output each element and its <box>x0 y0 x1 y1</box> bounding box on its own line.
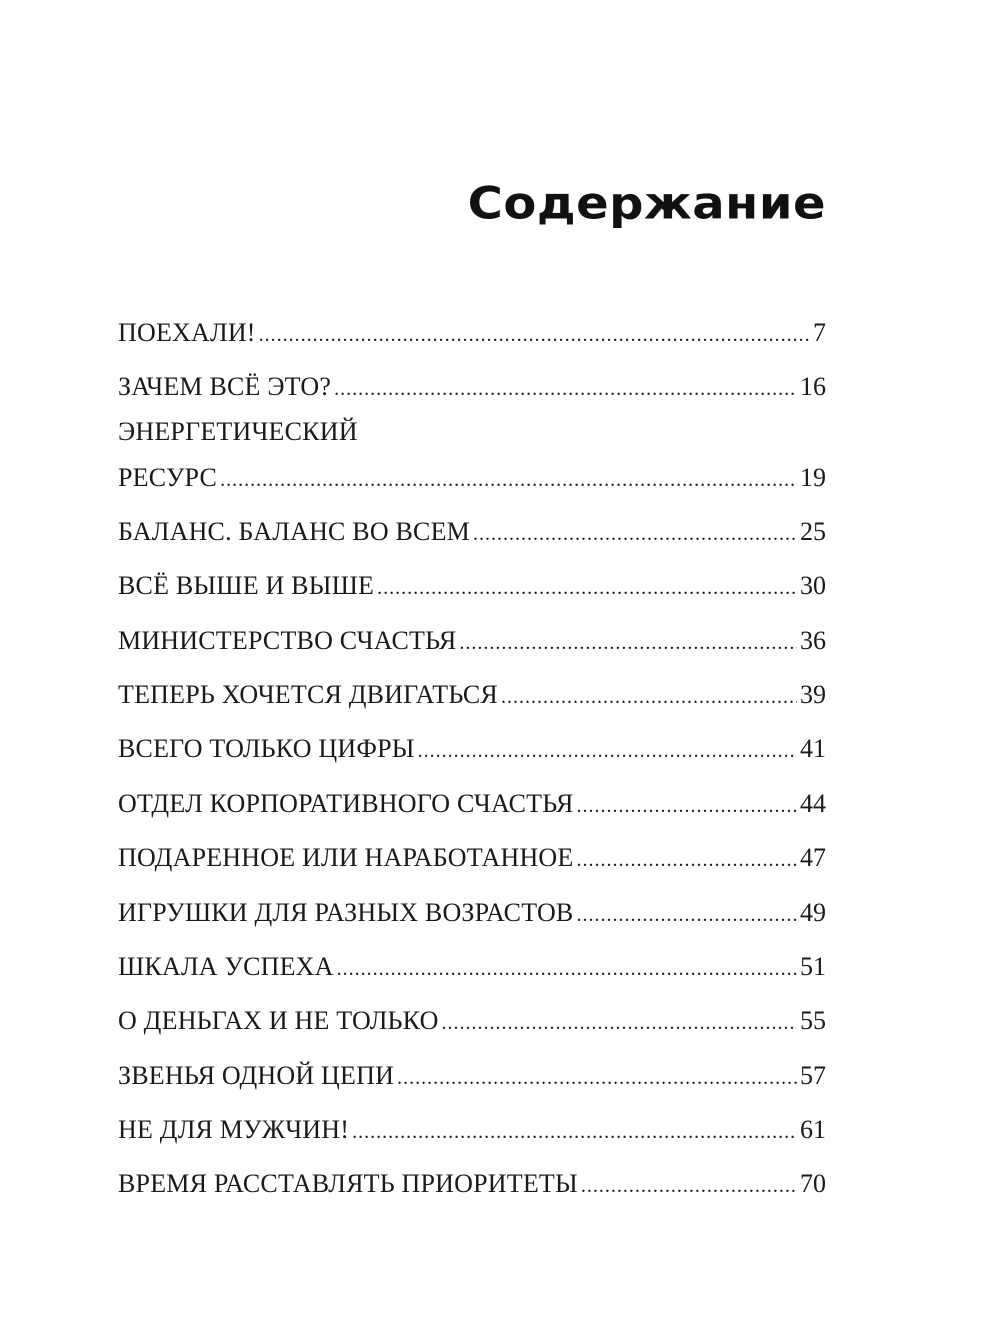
toc-entry-title: ШКАЛА УСПЕХА <box>118 951 334 981</box>
toc-entry-title: МИНИСТЕРСТВО СЧАСТЬЯ <box>118 625 457 655</box>
toc-entry-title: РЕСУРС <box>118 462 218 492</box>
toc-entry[interactable] <box>118 1115 826 1169</box>
toc-entry[interactable] <box>118 680 826 734</box>
dot-leader <box>576 904 797 927</box>
toc-entry-page: 61 <box>800 1115 826 1145</box>
dot-leader <box>581 1175 797 1198</box>
toc-entry[interactable] <box>118 1006 826 1060</box>
dot-leader <box>442 1012 797 1035</box>
toc-entry-page: 57 <box>800 1060 826 1090</box>
toc-entry[interactable] <box>118 898 826 952</box>
dot-leader <box>220 469 797 492</box>
toc-entry-title: НЕ ДЛЯ МУЖЧИН! <box>118 1115 350 1145</box>
toc-entry[interactable] <box>118 626 826 680</box>
toc-entry-title: ВРЕМЯ РАССТАВЛЯТЬ ПРИОРИТЕТЫ <box>118 1169 578 1199</box>
toc-entry[interactable] <box>118 952 826 1006</box>
table-of-contents <box>118 318 826 1224</box>
toc-entry[interactable] <box>118 734 826 788</box>
dot-leader <box>459 632 797 655</box>
toc-entry-title: ПОДАРЕННОЕ ИЛИ НАРАБОТАННОЕ <box>118 843 574 873</box>
toc-entry-page: 44 <box>800 788 826 818</box>
toc-entry-page: 49 <box>800 897 826 927</box>
toc-entry[interactable] <box>118 1169 826 1223</box>
toc-entry-page: 51 <box>800 951 826 981</box>
toc-entry-title-line1: ЭНЕРГЕТИЧЕСКИЙ <box>118 416 358 446</box>
dot-leader <box>576 849 797 872</box>
toc-entry-title: ВСЕГО ТОЛЬКО ЦИФРЫ <box>118 734 415 764</box>
toc-entry-title: ИГРУШКИ ДЛЯ РАЗНЫХ ВОЗРАСТОВ <box>118 897 574 927</box>
toc-entry-page: 47 <box>800 843 826 873</box>
dot-leader <box>473 523 797 546</box>
dot-leader <box>577 795 797 818</box>
toc-entry[interactable] <box>118 318 826 372</box>
toc-entry[interactable] <box>118 571 826 625</box>
toc-entry-title: ВСЁ ВЫШЕ И ВЫШЕ <box>118 571 375 601</box>
dot-leader <box>397 1067 797 1090</box>
toc-entry-page: 39 <box>800 679 826 709</box>
dot-leader <box>259 324 810 347</box>
toc-entry[interactable] <box>118 416 826 517</box>
dot-leader <box>337 958 797 981</box>
toc-entry-page: 19 <box>800 462 826 492</box>
toc-entry-page: 16 <box>800 372 826 402</box>
toc-entry[interactable] <box>118 1061 826 1115</box>
toc-entry-page: 70 <box>800 1169 826 1199</box>
toc-entry-title: ПОЕХАЛИ! <box>118 318 256 347</box>
toc-entry[interactable] <box>118 517 826 571</box>
toc-entry-title: БАЛАНС. БАЛАНС ВО ВСЕМ <box>118 516 470 546</box>
toc-entry-page: 41 <box>800 734 826 764</box>
toc-entry-page: 36 <box>800 625 826 655</box>
dot-leader <box>377 577 797 600</box>
toc-entry-page: 30 <box>800 571 826 601</box>
toc-entry-title: О ДЕНЬГАХ И НЕ ТОЛЬКО <box>118 1006 439 1036</box>
dot-leader <box>352 1121 797 1144</box>
toc-entry-page: 55 <box>800 1006 826 1036</box>
toc-entry-page: 7 <box>813 318 826 347</box>
page-title: Содержание <box>467 178 826 230</box>
toc-entry-page: 25 <box>800 516 826 546</box>
dot-leader <box>501 686 797 709</box>
dot-leader <box>334 378 797 401</box>
dot-leader <box>418 740 797 763</box>
toc-entry-title: ЗВЕНЬЯ ОДНОЙ ЦЕПИ <box>118 1060 395 1090</box>
toc-entry-title: ЗАЧЕМ ВСЁ ЭТО? <box>118 372 332 402</box>
toc-entry[interactable] <box>118 843 826 897</box>
toc-entry-title: ТЕПЕРЬ ХОЧЕТСЯ ДВИГАТЬСЯ <box>118 679 498 709</box>
toc-entry-title: ОТДЕЛ КОРПОРАТИВНОГО СЧАСТЬЯ <box>118 788 574 818</box>
toc-entry[interactable] <box>118 789 826 843</box>
